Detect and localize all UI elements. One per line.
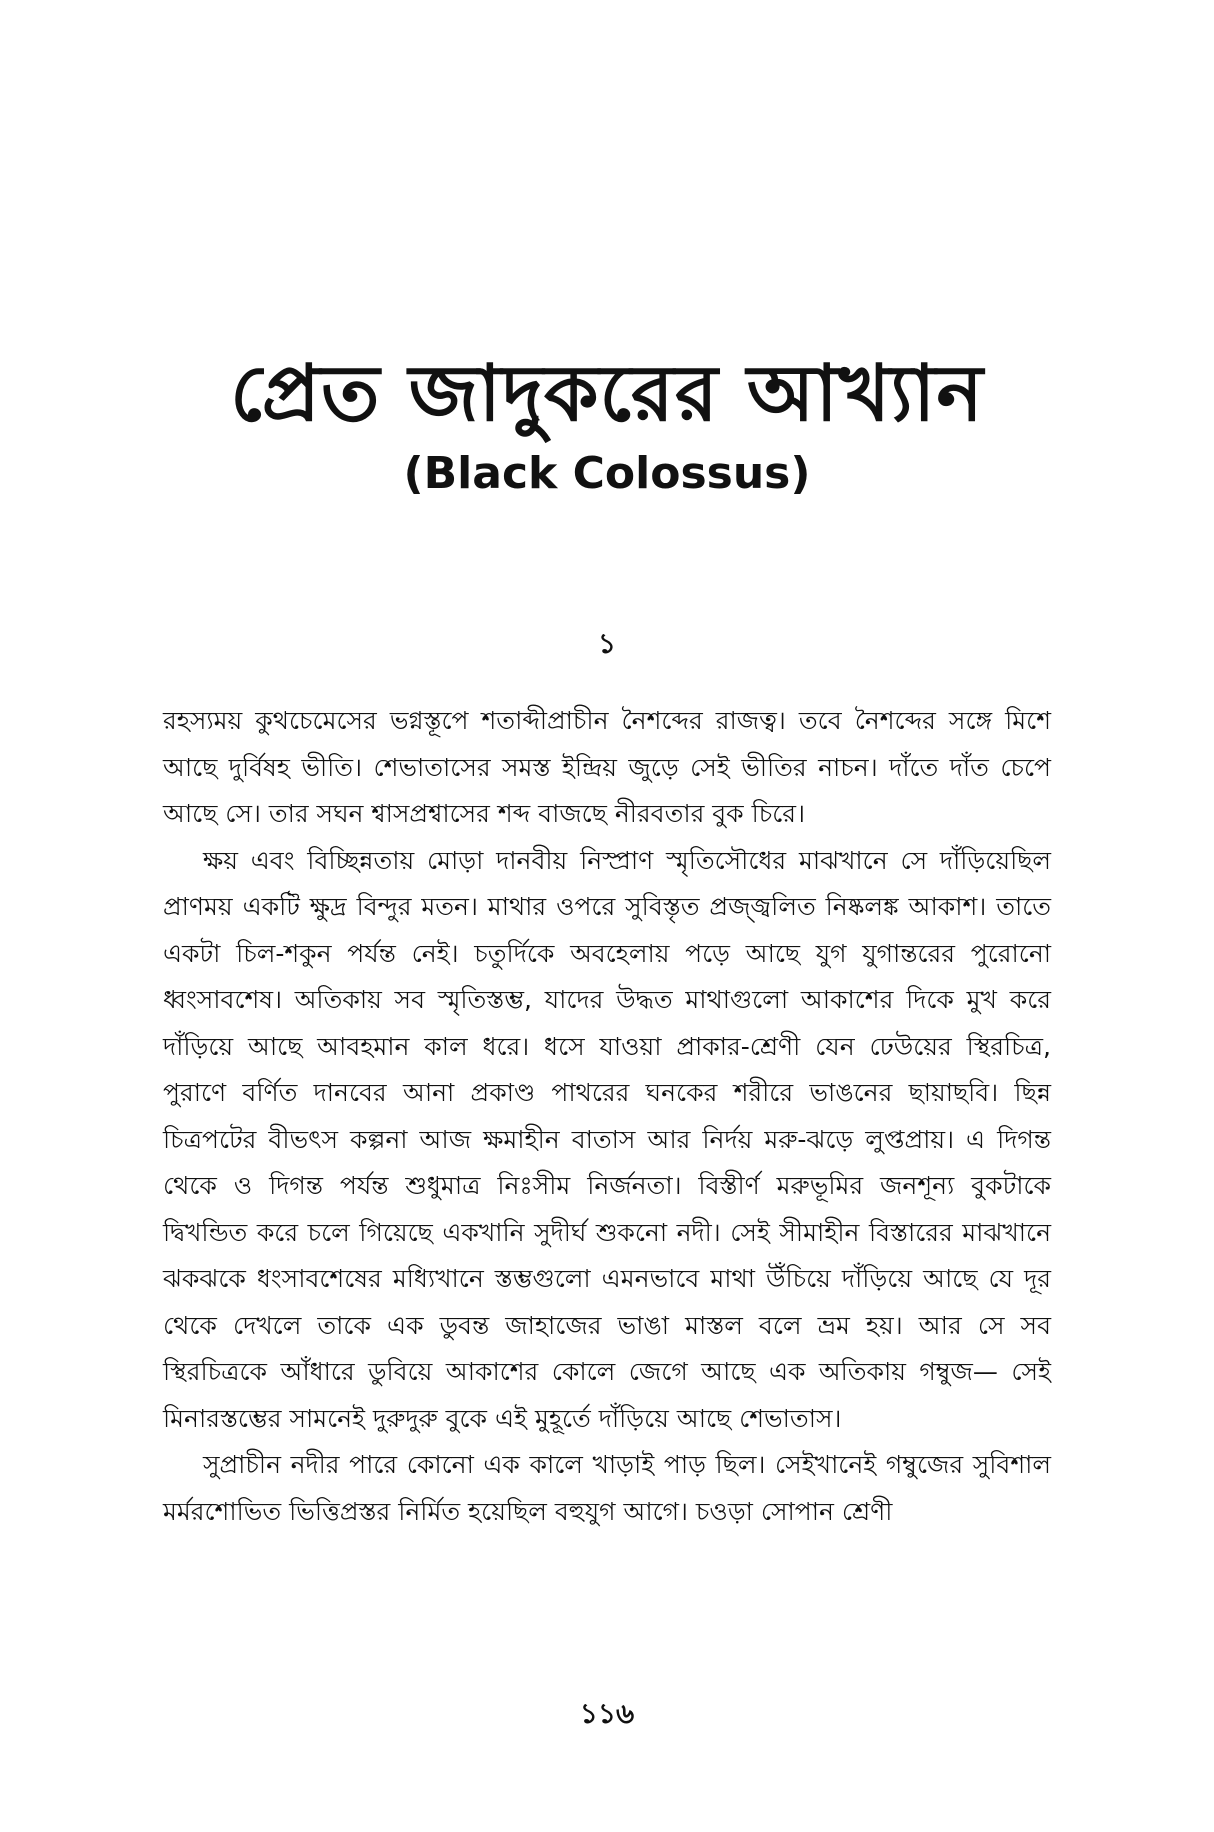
- chapter-title: প্রেত জাদুকরের আখ্যান: [230, 349, 984, 439]
- paragraph: রহস্যময় কুথচেমেসের ভগ্নস্তূপে শতাব্দীপ্রাচীন নৈশব্দের রাজত্ব। তবে নৈশব্দের সঙ্গে মিশে আছে দুর্বিষহ ভীতি। শেভাতাসের সমস্ত ইন্দ্রিয় জুড়ে সেই ভীতির নাচন। দাঁতে দাঁত চেপে আছে সে। তার সঘন শ্বাসপ্রশ্বাসের শব্দ বাজছে নীরবতার বুক চিরে।: [163, 706, 1051, 828]
- page-number: ১১৬: [579, 1697, 635, 1730]
- chapter-subtitle: (Black Colossus): [403, 448, 811, 499]
- paragraph: সুপ্রাচীন নদীর পারে কোনো এক কালে খাড়াই পাড় ছিল। সেইখানেই গম্বুজের সুবিশাল মর্মরশোভিত ভিত্তিপ্রস্তর নির্মিত হয়েছিল বহুযুগ আগে। চওড়া সোপান শ্রেণী: [163, 1450, 1051, 1526]
- section-number: ১: [597, 627, 617, 660]
- body-text: [163, 698, 1051, 1535]
- paragraph: ক্ষয় এবং বিচ্ছিন্নতায় মোড়া দানবীয় নিস্প্রাণ স্মৃতিসৌধের মাঝখানে সে দাঁড়িয়েছিল প্রাণময় একটি ক্ষুদ্র বিন্দুর মতন। মাথার ওপরে সুবিস্তৃত প্রজ্জ্বলিত নিষ্কলঙ্ক আকাশ। তাতে একটা চিল-শকুন পর্যন্ত নেই। চতুর্দিকে অবহেলায় পড়ে আছে যুগ যুগান্তরের পুরোনো ধ্বংসাবশেষ। অতিকায় সব স্মৃতিস্তম্ভ, যাদের উদ্ধত মাথাগুলো আকাশের দিকে মুখ করে দাঁড়িয়ে আছে আবহমান কাল ধরে। ধসে যাওয়া প্রাকার-শ্রেণী যেন ঢেউয়ের স্থিরচিত্র, পুরাণে বর্ণিত দানবের আনা প্রকাণ্ড পাথরের ঘনকের শরীরে ভাঙনের ছায়াছবি। ছিন্ন চিত্রপটের বীভৎস কল্পনা আজ ক্ষমাহীন বাতাস আর নির্দয় মরু-ঝড়ে লুপ্তপ্রায়। এ দিগন্ত থেকে ও দিগন্ত পর্যন্ত শুধুমাত্র নিঃসীম নির্জনতা। বিস্তীর্ণ মরুভূমির জনশূন্য বুকটাকে দ্বিখন্ডিত করে চলে গিয়েছে একখানি সুদীর্ঘ শুকনো নদী। সেই সীমাহীন বিস্তারের মাঝখানে ঝকঝকে ধংসাবশেষের মধ্যিখানে স্তম্ভগুলো এমনভাবে মাথা উঁচিয়ে দাঁড়িয়ে আছে যে দূর থেকে দেখলে তাকে এক ডুবন্ত জাহাজের ভাঙা মাস্তল বলে ভ্রম হয়। আর সে সব স্থিরচিত্রকে আঁধারে ডুবিয়ে আকাশের কোলে জেগে আছে এক অতিকায় গম্বুজ— সেই মিনারস্তম্ভের সামনেই দুরুদুরু বুকে এই মুহূর্তে দাঁড়িয়ে আছে শেভাতাস।: [163, 845, 1051, 1433]
